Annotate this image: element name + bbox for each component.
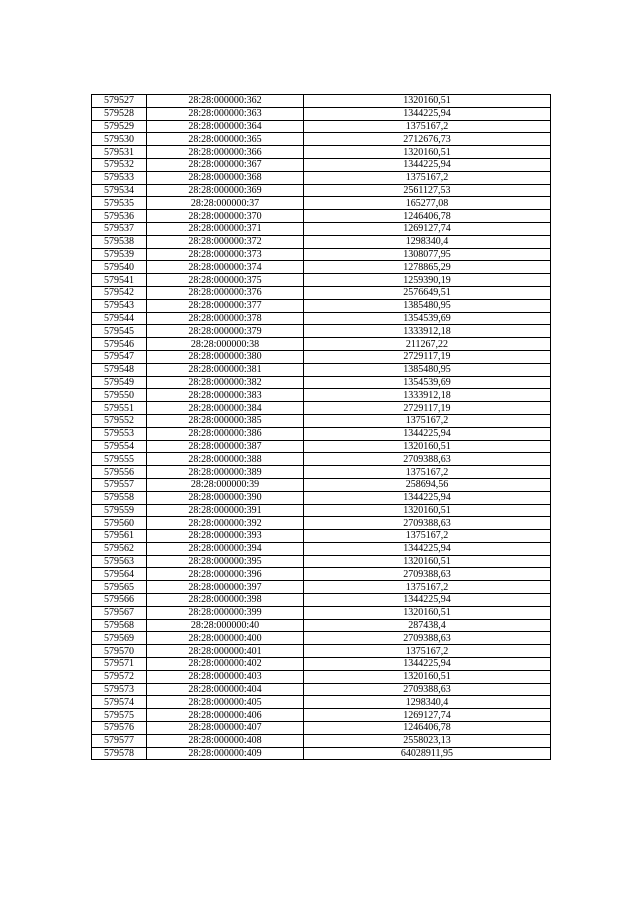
cadastral-number-cell: 28:28:000000:374 — [147, 261, 304, 274]
table-row — [92, 530, 551, 543]
row-number-cell: 579537 — [92, 222, 147, 235]
cadastral-value-table — [91, 94, 551, 760]
cadastral-number-cell: 28:28:000000:403 — [147, 670, 304, 683]
value-cell: 1375167,2 — [304, 581, 551, 594]
row-number-cell: 579544 — [92, 312, 147, 325]
table-row — [92, 658, 551, 671]
table-row — [92, 594, 551, 607]
row-number-cell: 579535 — [92, 197, 147, 210]
value-cell: 1375167,2 — [304, 530, 551, 543]
value-cell: 1385480,95 — [304, 363, 551, 376]
table-row — [92, 645, 551, 658]
cadastral-number-cell: 28:28:000000:402 — [147, 658, 304, 671]
table-row — [92, 478, 551, 491]
table-row — [92, 389, 551, 402]
value-cell: 1246406,78 — [304, 210, 551, 223]
value-cell: 1246406,78 — [304, 722, 551, 735]
cadastral-number-cell: 28:28:000000:405 — [147, 696, 304, 709]
cadastral-number-cell: 28:28:000000:372 — [147, 235, 304, 248]
row-number-cell: 579577 — [92, 734, 147, 747]
cadastral-number-cell: 28:28:000000:390 — [147, 491, 304, 504]
row-number-cell: 579540 — [92, 261, 147, 274]
cadastral-number-cell: 28:28:000000:364 — [147, 120, 304, 133]
row-number-cell: 579551 — [92, 402, 147, 415]
cadastral-number-cell: 28:28:000000:373 — [147, 248, 304, 261]
value-cell: 1344225,94 — [304, 658, 551, 671]
value-cell: 1269127,74 — [304, 222, 551, 235]
table-row — [92, 171, 551, 184]
value-cell: 1385480,95 — [304, 299, 551, 312]
value-cell: 165277,08 — [304, 197, 551, 210]
table-row — [92, 555, 551, 568]
cadastral-number-cell: 28:28:000000:380 — [147, 350, 304, 363]
value-cell: 2558023,13 — [304, 734, 551, 747]
value-cell: 1320160,51 — [304, 504, 551, 517]
cadastral-number-cell: 28:28:000000:400 — [147, 632, 304, 645]
value-cell: 2712676,73 — [304, 133, 551, 146]
table-row — [92, 210, 551, 223]
cadastral-number-cell: 28:28:000000:387 — [147, 440, 304, 453]
value-cell: 1344225,94 — [304, 594, 551, 607]
cadastral-number-cell: 28:28:000000:375 — [147, 274, 304, 287]
row-number-cell: 579567 — [92, 606, 147, 619]
cadastral-number-cell: 28:28:000000:391 — [147, 504, 304, 517]
row-number-cell: 579528 — [92, 107, 147, 120]
row-number-cell: 579550 — [92, 389, 147, 402]
value-cell: 1375167,2 — [304, 466, 551, 479]
cadastral-number-cell: 28:28:000000:389 — [147, 466, 304, 479]
row-number-cell: 579538 — [92, 235, 147, 248]
table-row — [92, 683, 551, 696]
cadastral-number-cell: 28:28:000000:366 — [147, 146, 304, 159]
value-cell: 258694,56 — [304, 478, 551, 491]
table-row — [92, 261, 551, 274]
table-body — [92, 95, 551, 760]
row-number-cell: 579558 — [92, 491, 147, 504]
cadastral-number-cell: 28:28:000000:383 — [147, 389, 304, 402]
value-cell: 1320160,51 — [304, 670, 551, 683]
row-number-cell: 579541 — [92, 274, 147, 287]
table-row — [92, 158, 551, 171]
value-cell: 2709388,63 — [304, 683, 551, 696]
value-cell: 1320160,51 — [304, 555, 551, 568]
table-row — [92, 286, 551, 299]
table-row — [92, 670, 551, 683]
row-number-cell: 579563 — [92, 555, 147, 568]
table-row — [92, 350, 551, 363]
cadastral-number-cell: 28:28:000000:365 — [147, 133, 304, 146]
row-number-cell: 579557 — [92, 478, 147, 491]
table-row — [92, 504, 551, 517]
row-number-cell: 579531 — [92, 146, 147, 159]
table-row — [92, 299, 551, 312]
table-row — [92, 427, 551, 440]
value-cell: 1344225,94 — [304, 158, 551, 171]
value-cell: 1333912,18 — [304, 389, 551, 402]
value-cell: 1344225,94 — [304, 107, 551, 120]
cadastral-number-cell: 28:28:000000:404 — [147, 683, 304, 696]
cadastral-number-cell: 28:28:000000:393 — [147, 530, 304, 543]
cadastral-number-cell: 28:28:000000:381 — [147, 363, 304, 376]
cadastral-number-cell: 28:28:000000:37 — [147, 197, 304, 210]
cadastral-number-cell: 28:28:000000:385 — [147, 414, 304, 427]
value-cell: 1375167,2 — [304, 414, 551, 427]
cadastral-number-cell: 28:28:000000:399 — [147, 606, 304, 619]
table-row — [92, 107, 551, 120]
value-cell: 1320160,51 — [304, 440, 551, 453]
table-row — [92, 274, 551, 287]
value-cell: 2709388,63 — [304, 517, 551, 530]
cadastral-number-cell: 28:28:000000:377 — [147, 299, 304, 312]
row-number-cell: 579534 — [92, 184, 147, 197]
table-row — [92, 235, 551, 248]
cadastral-number-cell: 28:28:000000:401 — [147, 645, 304, 658]
cadastral-number-cell: 28:28:000000:38 — [147, 338, 304, 351]
cadastral-number-cell: 28:28:000000:408 — [147, 734, 304, 747]
cadastral-number-cell: 28:28:000000:382 — [147, 376, 304, 389]
value-cell: 2729117,19 — [304, 350, 551, 363]
row-number-cell: 579549 — [92, 376, 147, 389]
cadastral-number-cell: 28:28:000000:379 — [147, 325, 304, 338]
row-number-cell: 579536 — [92, 210, 147, 223]
value-cell: 1269127,74 — [304, 709, 551, 722]
row-number-cell: 579562 — [92, 542, 147, 555]
row-number-cell: 579539 — [92, 248, 147, 261]
row-number-cell: 579564 — [92, 568, 147, 581]
cadastral-number-cell: 28:28:000000:40 — [147, 619, 304, 632]
value-cell: 1375167,2 — [304, 171, 551, 184]
row-number-cell: 579560 — [92, 517, 147, 530]
row-number-cell: 579543 — [92, 299, 147, 312]
value-cell: 1259390,19 — [304, 274, 551, 287]
value-cell: 1320160,51 — [304, 95, 551, 108]
row-number-cell: 579553 — [92, 427, 147, 440]
table-row — [92, 120, 551, 133]
value-cell: 2729117,19 — [304, 402, 551, 415]
row-number-cell: 579559 — [92, 504, 147, 517]
cadastral-number-cell: 28:28:000000:396 — [147, 568, 304, 581]
row-number-cell: 579556 — [92, 466, 147, 479]
row-number-cell: 579532 — [92, 158, 147, 171]
value-cell: 2561127,53 — [304, 184, 551, 197]
table-row — [92, 722, 551, 735]
row-number-cell: 579570 — [92, 645, 147, 658]
row-number-cell: 579572 — [92, 670, 147, 683]
cadastral-number-cell: 28:28:000000:388 — [147, 453, 304, 466]
table-row — [92, 376, 551, 389]
row-number-cell: 579542 — [92, 286, 147, 299]
table-row — [92, 197, 551, 210]
row-number-cell: 579573 — [92, 683, 147, 696]
table-row — [92, 184, 551, 197]
table-row — [92, 248, 551, 261]
row-number-cell: 579554 — [92, 440, 147, 453]
value-cell: 1375167,2 — [304, 645, 551, 658]
row-number-cell: 579568 — [92, 619, 147, 632]
row-number-cell: 579566 — [92, 594, 147, 607]
value-cell: 1320160,51 — [304, 146, 551, 159]
table-row — [92, 222, 551, 235]
cadastral-number-cell: 28:28:000000:406 — [147, 709, 304, 722]
table-row — [92, 146, 551, 159]
row-number-cell: 579546 — [92, 338, 147, 351]
table-row — [92, 747, 551, 760]
row-number-cell: 579578 — [92, 747, 147, 760]
row-number-cell: 579565 — [92, 581, 147, 594]
table-row — [92, 466, 551, 479]
cadastral-number-cell: 28:28:000000:384 — [147, 402, 304, 415]
value-cell: 1344225,94 — [304, 491, 551, 504]
value-cell: 1375167,2 — [304, 120, 551, 133]
row-number-cell: 579548 — [92, 363, 147, 376]
table-row — [92, 606, 551, 619]
value-cell: 1354539,69 — [304, 312, 551, 325]
cadastral-number-cell: 28:28:000000:370 — [147, 210, 304, 223]
row-number-cell: 579575 — [92, 709, 147, 722]
table-row — [92, 568, 551, 581]
table-row — [92, 95, 551, 108]
value-cell: 1344225,94 — [304, 427, 551, 440]
table-row — [92, 133, 551, 146]
value-cell: 2576649,51 — [304, 286, 551, 299]
value-cell: 2709388,63 — [304, 632, 551, 645]
cadastral-number-cell: 28:28:000000:378 — [147, 312, 304, 325]
table-row — [92, 581, 551, 594]
value-cell: 1298340,4 — [304, 235, 551, 248]
row-number-cell: 579527 — [92, 95, 147, 108]
value-cell: 1333912,18 — [304, 325, 551, 338]
cadastral-number-cell: 28:28:000000:371 — [147, 222, 304, 235]
table-row — [92, 363, 551, 376]
table-row — [92, 491, 551, 504]
value-cell: 2709388,63 — [304, 568, 551, 581]
cadastral-number-cell: 28:28:000000:376 — [147, 286, 304, 299]
row-number-cell: 579552 — [92, 414, 147, 427]
row-number-cell: 579569 — [92, 632, 147, 645]
value-cell: 1278865,29 — [304, 261, 551, 274]
table-row — [92, 517, 551, 530]
value-cell: 211267,22 — [304, 338, 551, 351]
value-cell: 1298340,4 — [304, 696, 551, 709]
table-row — [92, 338, 551, 351]
cadastral-number-cell: 28:28:000000:386 — [147, 427, 304, 440]
row-number-cell: 579574 — [92, 696, 147, 709]
value-cell: 287438,4 — [304, 619, 551, 632]
value-cell: 1308077,95 — [304, 248, 551, 261]
table-row — [92, 542, 551, 555]
row-number-cell: 579571 — [92, 658, 147, 671]
table-row — [92, 453, 551, 466]
table-row — [92, 414, 551, 427]
cadastral-number-cell: 28:28:000000:394 — [147, 542, 304, 555]
row-number-cell: 579533 — [92, 171, 147, 184]
cadastral-number-cell: 28:28:000000:407 — [147, 722, 304, 735]
table-row — [92, 440, 551, 453]
value-cell: 64028911,95 — [304, 747, 551, 760]
row-number-cell: 579545 — [92, 325, 147, 338]
table-row — [92, 325, 551, 338]
value-cell: 1354539,69 — [304, 376, 551, 389]
cadastral-number-cell: 28:28:000000:363 — [147, 107, 304, 120]
row-number-cell: 579555 — [92, 453, 147, 466]
row-number-cell: 579561 — [92, 530, 147, 543]
value-cell: 2709388,63 — [304, 453, 551, 466]
row-number-cell: 579530 — [92, 133, 147, 146]
cadastral-number-cell: 28:28:000000:397 — [147, 581, 304, 594]
cadastral-number-cell: 28:28:000000:367 — [147, 158, 304, 171]
table-row — [92, 696, 551, 709]
table-row — [92, 632, 551, 645]
cadastral-number-cell: 28:28:000000:369 — [147, 184, 304, 197]
table-row — [92, 312, 551, 325]
row-number-cell: 579529 — [92, 120, 147, 133]
value-cell: 1344225,94 — [304, 542, 551, 555]
cadastral-number-cell: 28:28:000000:395 — [147, 555, 304, 568]
table-row — [92, 709, 551, 722]
table-row — [92, 619, 551, 632]
value-cell: 1320160,51 — [304, 606, 551, 619]
cadastral-number-cell: 28:28:000000:368 — [147, 171, 304, 184]
table-row — [92, 734, 551, 747]
row-number-cell: 579547 — [92, 350, 147, 363]
row-number-cell: 579576 — [92, 722, 147, 735]
cadastral-number-cell: 28:28:000000:409 — [147, 747, 304, 760]
cadastral-number-cell: 28:28:000000:398 — [147, 594, 304, 607]
cadastral-number-cell: 28:28:000000:362 — [147, 95, 304, 108]
cadastral-number-cell: 28:28:000000:39 — [147, 478, 304, 491]
cadastral-number-cell: 28:28:000000:392 — [147, 517, 304, 530]
table-row — [92, 402, 551, 415]
